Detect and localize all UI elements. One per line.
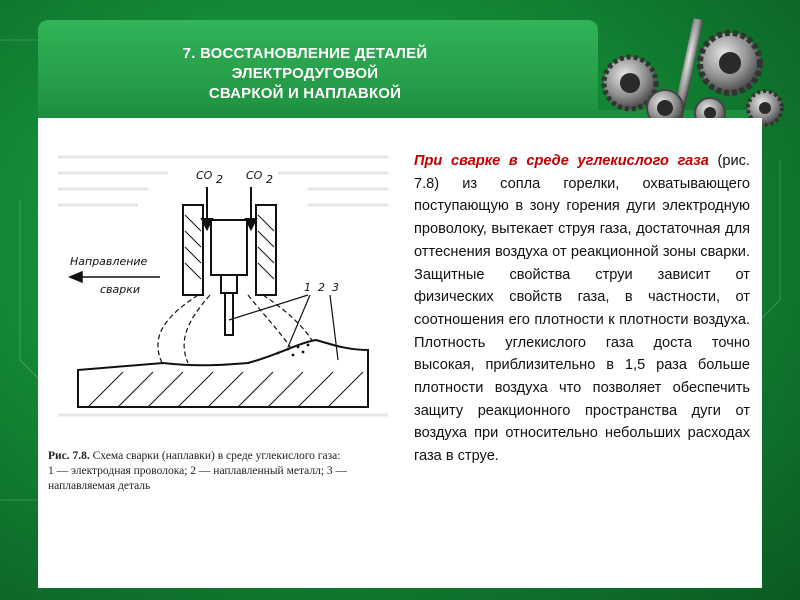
figure-caption — [48, 449, 408, 494]
direction-label-line2: сварки — [100, 283, 141, 296]
body-paragraph — [414, 150, 750, 468]
title-line-2: ЭЛЕКТРОДУГОВОЙ — [231, 65, 379, 82]
caption-title: Рис. 7.8. — [48, 450, 90, 462]
number-label-3: 3 — [332, 281, 339, 294]
welding-diagram — [48, 135, 408, 445]
electrode-wire — [225, 293, 233, 335]
number-label-1: 1 — [304, 281, 311, 294]
gas-subscript-right: 2 — [266, 173, 273, 186]
number-label-2: 2 — [318, 281, 325, 294]
gas-subscript-left: 2 — [216, 173, 223, 186]
body-text: (рис. 7.8) из сопла горелки, охватывающего поступающую в зону горения дуги электродную проволоку, вытекает струя газа, достаточная для оттеснения воздуха от реакционной зоны сварки. Защитные свойства струи зависит от физических свойств газа, в частности, от соотношения его плотности к плотности воздуха. Плотность углекислого газа доста точно высокая, приблизительно в 1,5 раза больше плотности воздуха что позволяет обеспечить защиту реакционного пространства дуги от воздуха при относительно небольших расходах газа в струе. — [414, 153, 750, 465]
title-line-1: 7. ВОССТАНОВЛЕНИЕ ДЕТАЛЕЙ — [182, 45, 428, 62]
body-highlight: При сварке в среде углекислого газа — [414, 153, 709, 169]
gas-label-left: CO — [196, 169, 213, 182]
slide-title — [70, 44, 540, 104]
contact-tip — [211, 220, 247, 275]
gas-label-right: CO — [246, 169, 263, 182]
caption-items: 1 — электродная проволока; 2 — наплавленный металл; 3 — наплавляемая деталь — [48, 465, 348, 492]
caption-rest: Схема сварки (наплавки) в среде углекислого газа: — [89, 450, 341, 462]
direction-label-line1: Направление — [70, 255, 148, 268]
title-line-3: СВАРКОЙ И НАПЛАВКОЙ — [208, 85, 402, 102]
